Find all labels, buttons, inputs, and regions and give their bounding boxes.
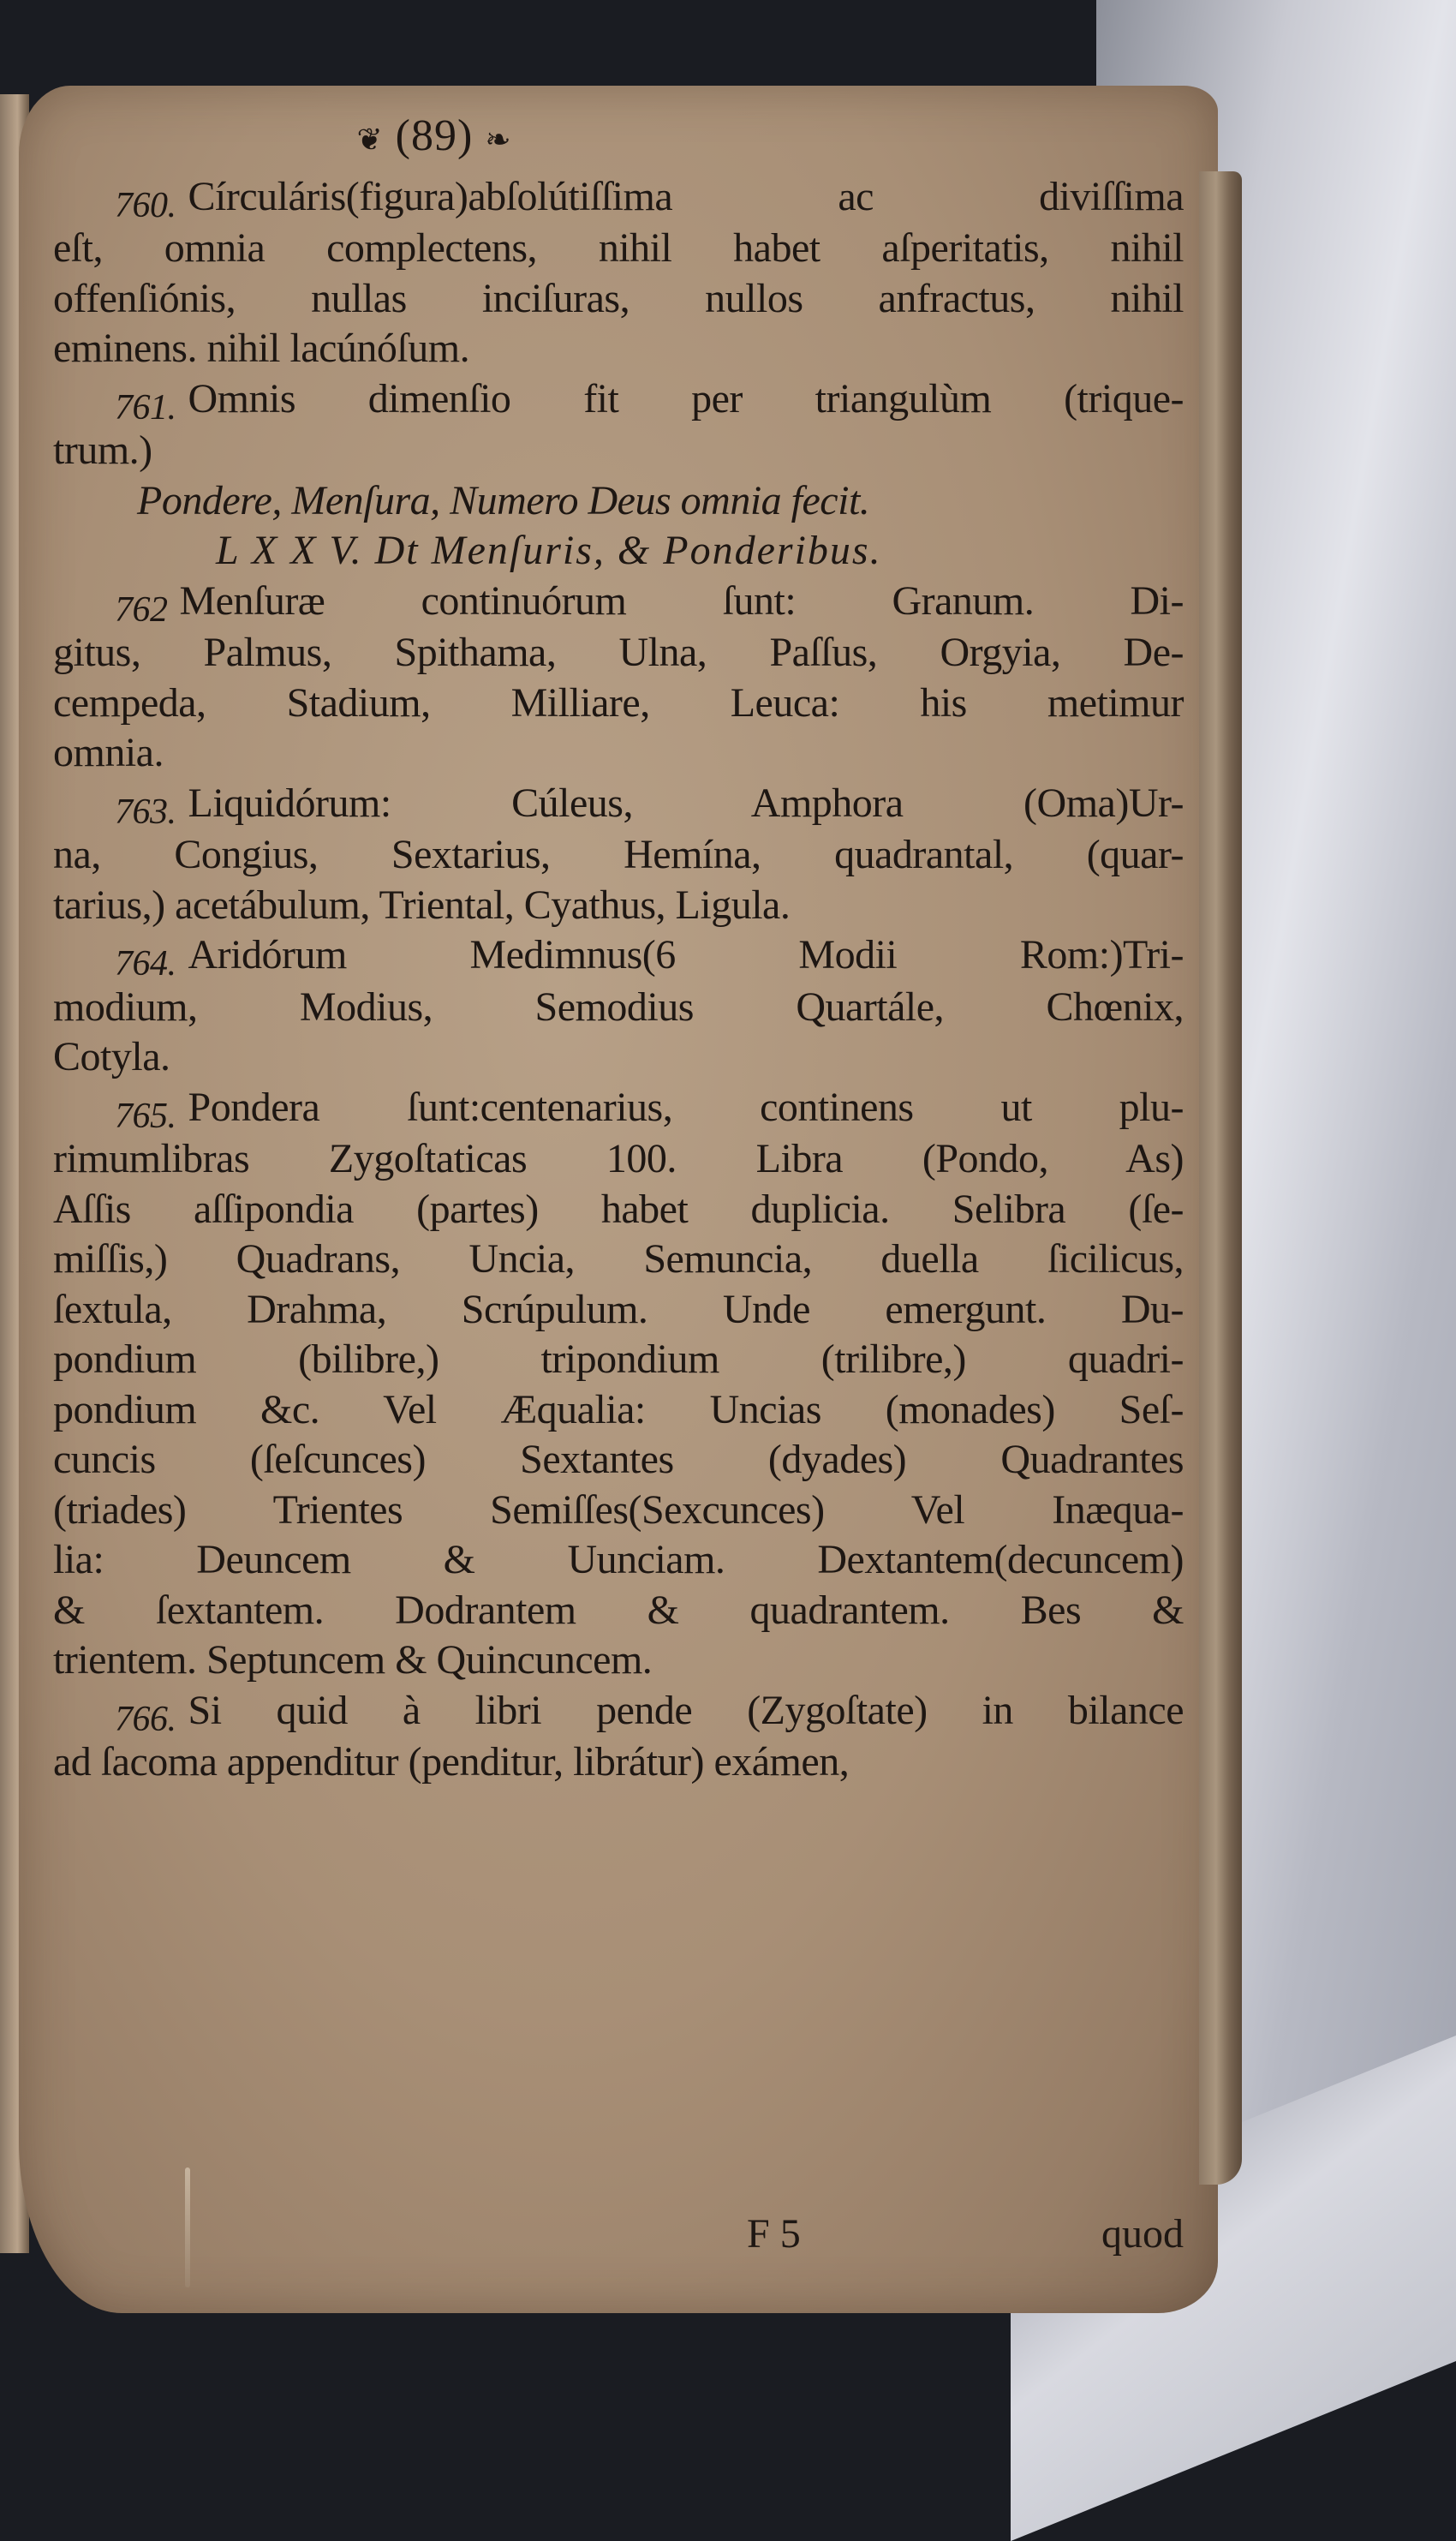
text-line <box>53 930 1184 983</box>
text-line <box>53 628 1184 679</box>
text-line <box>53 1385 1184 1436</box>
motto-line: Pondere, Menſura, Numero Deus omnia fecit. <box>137 477 870 523</box>
line-text: tarius,) acetábulum, Triental, Cyathus, Ligula. <box>53 882 791 928</box>
line-text: Aridórum Medimnus(6 Modii Rom:)Tri- <box>188 932 1184 978</box>
line-text: eminens. nihil lacúnóſum. <box>53 326 470 371</box>
text-line <box>53 1185 1184 1235</box>
line-text: pondium (bilibre,) tripondium (trilibre,) quadri- <box>53 1336 1184 1382</box>
text-line <box>53 577 1184 629</box>
text-line <box>53 1335 1184 1385</box>
line-text: pondium &c. Vel Æqualia: Uncias (monades) Seſ- <box>53 1386 1184 1432</box>
line-text: miſſis,) Quadrans, Uncia, Semuncia, duella ſicilicus, <box>53 1236 1184 1282</box>
text-line <box>53 1134 1184 1185</box>
text-line <box>53 426 1184 476</box>
text-line <box>53 224 1184 274</box>
page-footer <box>53 2210 1184 2262</box>
body-lines <box>53 172 1184 1788</box>
text-line <box>53 1635 1184 1686</box>
line-text: ſextula, Drahma, Scrúpulum. Unde emergunt. Du- <box>53 1286 1184 1332</box>
line-text: na, Congius, Sextarius, Hemína, quadrantal, (quar- <box>53 832 1184 877</box>
line-text: cempeda, Stadium, Milliare, Leuca: his metimur <box>53 679 1184 726</box>
chapter-heading: L X X V. Dt Menſuris, & Ponderibus. <box>216 528 882 573</box>
line-text: Pondera ſunt:centenarius, continens ut plu- <box>188 1084 1184 1130</box>
line-text: & ſextantem. Dodrantem & quadrantem. Bes & <box>53 1587 1184 1633</box>
text-line <box>53 1083 1184 1135</box>
line-text: lia: Deuncem & Uunciam. Dextantem(decuncem) <box>53 1537 1184 1582</box>
text-line <box>53 1235 1184 1285</box>
text-line <box>53 1486 1184 1536</box>
line-text: trum.) <box>53 427 152 473</box>
line-text: trientem. Septuncem & Quincuncem. <box>53 1637 653 1683</box>
line-text: gitus, Palmus, Spithama, Ulna, Paſſus, Orgyia, De- <box>53 630 1184 675</box>
running-header <box>0 111 1184 165</box>
line-text: rimumlibras Zygoſtaticas 100. Libra (Pondo, As) <box>53 1136 1184 1181</box>
paragraph-number: 760. <box>115 185 176 225</box>
text-line <box>53 1285 1184 1336</box>
line-text: cuncis (ſeſcunces) Sextantes (dyades) Quadrantes <box>53 1437 1184 1482</box>
paragraph-number: 765. <box>115 1096 176 1136</box>
paragraph-number: 763. <box>115 792 176 832</box>
page-text-block <box>53 111 1184 1788</box>
line-text: Omnis dimenſio fit per triangulùm (trique- <box>188 375 1184 422</box>
line-text: Si quid à libri pende (Zygoſtate) in bilance <box>188 1687 1184 1733</box>
left-ornament-icon: ❦ <box>356 123 384 157</box>
text-line <box>53 1586 1184 1636</box>
line-text: Cotyla. <box>53 1034 170 1079</box>
page-stack-edge <box>1199 171 1242 2185</box>
line-text: Liquidórum: Cúleus, Amphora (Oma)Ur- <box>188 780 1184 826</box>
right-ornament-icon: ❧ <box>485 123 512 157</box>
text-line <box>53 983 1184 1033</box>
line-text: Aſſis aſſipondia (partes) habet duplicia. Selibra (ſe- <box>53 1186 1184 1232</box>
line-text: offenſiónis, nullas inciſuras, nullos anfractus, nihil <box>53 275 1184 321</box>
line-text: modium, Modius, Semodius Quartále, Chœnix, <box>53 984 1184 1030</box>
text-line <box>53 728 1184 779</box>
text-line <box>53 1032 1184 1083</box>
line-text: Menſuræ continuórum ſunt: Granum. Di- <box>179 577 1184 624</box>
text-line <box>53 679 1184 729</box>
text-line <box>53 1737 1184 1788</box>
signature-mark: F 5 <box>747 2211 801 2257</box>
text-line <box>53 1686 1184 1738</box>
paragraph-number: 761. <box>115 387 176 427</box>
catchword: quod <box>1101 2211 1184 2257</box>
page-number: (89) <box>395 111 474 160</box>
text-line <box>53 274 1184 325</box>
paragraph-number: 762 <box>115 589 168 630</box>
text-line <box>53 881 1184 931</box>
text-line <box>53 172 1184 224</box>
paragraph-number: 766. <box>115 1699 176 1739</box>
text-line <box>53 1435 1184 1486</box>
line-text: (triades) Trientes Semiſſes(Sexcunces) Vel Inæqua- <box>53 1486 1184 1533</box>
text-line <box>53 374 1184 427</box>
line-text: omnia. <box>53 730 164 775</box>
text-line <box>53 779 1184 831</box>
paragraph-number: 764. <box>115 944 176 984</box>
text-line <box>53 830 1184 881</box>
text-line <box>53 1535 1184 1586</box>
line-text: eſt, omnia complectens, nihil habet aſperitatis, nihil <box>53 225 1184 271</box>
line-text: Círculáris(figura)abſolútiſſima ac diviſſima <box>188 173 1184 219</box>
line-text: ad ſacoma appenditur (penditur, librátur) exámen, <box>53 1739 850 1785</box>
text-line <box>53 324 1184 374</box>
